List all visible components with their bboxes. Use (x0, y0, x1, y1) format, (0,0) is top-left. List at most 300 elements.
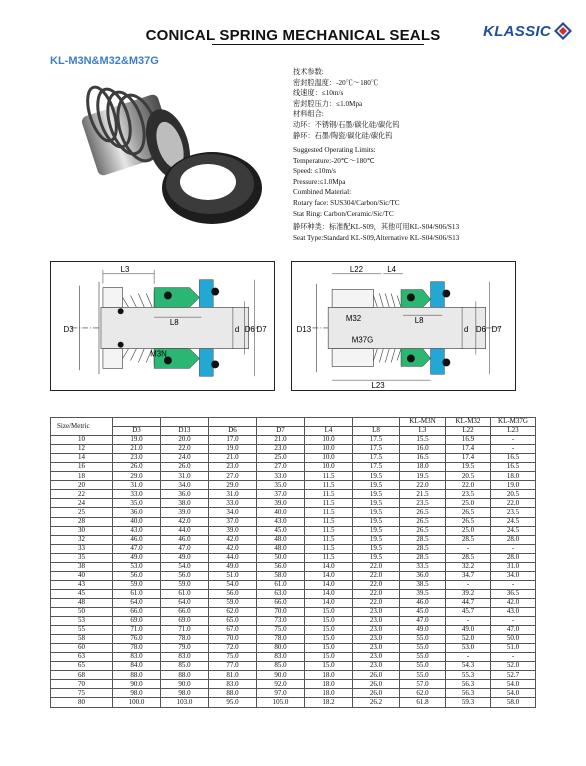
table-cell: 33.0 (209, 499, 257, 508)
table-cell: 17.0 (209, 436, 257, 445)
table-cell: 50.0 (257, 553, 305, 562)
table-cell: 56.0 (209, 589, 257, 598)
table-cell: 19.5 (353, 481, 400, 490)
dim-label-d3: D3 (63, 324, 74, 334)
table-row (51, 499, 536, 508)
table-cell: 58.0 (257, 571, 305, 580)
table-cell: 36.0 (113, 508, 161, 517)
table-cell: 98.0 (113, 689, 161, 698)
table-cell: 23.0 (353, 626, 400, 635)
table-cell: 28.5 (400, 544, 446, 553)
spec-line: 线速度：≤10m/s (293, 89, 344, 98)
table-cell: 88.0 (161, 671, 209, 680)
dim-label-d7: D7 (256, 324, 267, 334)
table-cell: 83.0 (161, 653, 209, 662)
table-cell: - (491, 445, 536, 454)
table-cell: 19.5 (353, 490, 400, 499)
table-cell: 65.0 (209, 617, 257, 626)
table-cell: 57.0 (400, 680, 446, 689)
table-cell: 37.0 (257, 490, 305, 499)
table-cell: 46.0 (161, 535, 209, 544)
table-cell: 16.5 (400, 454, 446, 463)
table-cell: 31.0 (113, 481, 161, 490)
table-cell: 54.3 (446, 662, 491, 671)
table-cell: 66.0 (113, 607, 161, 616)
table-cell: 54.0 (209, 580, 257, 589)
table-cell: 42.0 (209, 535, 257, 544)
table-cell: 28.5 (400, 535, 446, 544)
group-header-m32: KL-M32 (446, 418, 491, 427)
size-cell: 58 (51, 635, 113, 644)
table-cell: 11.5 (305, 472, 353, 481)
table-cell: 21.5 (400, 490, 446, 499)
table-cell: 45.7 (446, 607, 491, 616)
table-cell: 15.0 (305, 626, 353, 635)
dim-label-d6: D6 (244, 324, 255, 334)
table-cell: 78.0 (257, 635, 305, 644)
spec-line: 技术参数: (293, 68, 324, 76)
table-cell: 11.5 (305, 499, 353, 508)
table-row (51, 454, 536, 463)
table-cell: 23.0 (353, 653, 400, 662)
size-cell: 70 (51, 680, 113, 689)
table-cell: 26.5 (446, 508, 491, 517)
table-cell: 15.0 (305, 644, 353, 653)
table-row (51, 544, 536, 553)
table-cell: 19.5 (353, 553, 400, 562)
size-cell: 20 (51, 481, 113, 490)
table-cell: 72.0 (209, 644, 257, 653)
table-cell: 54.0 (491, 689, 536, 698)
column-header: D6 (209, 427, 257, 436)
table-cell: 23.0 (353, 607, 400, 616)
size-cell: 25 (51, 508, 113, 517)
table-cell: 56.0 (113, 571, 161, 580)
table-cell: - (491, 580, 536, 589)
table-cell: 22.0 (161, 445, 209, 454)
table-cell: 53.0 (446, 644, 491, 653)
dim-label-l23: L23 (371, 381, 385, 390)
size-cell: 38 (51, 562, 113, 571)
table-cell: 66.0 (257, 598, 305, 607)
table-cell: 29.0 (209, 481, 257, 490)
table-cell: 22.0 (353, 589, 400, 598)
table-cell: 20.5 (491, 490, 536, 499)
table-cell: 51.0 (491, 644, 536, 653)
table-cell: 62.0 (400, 689, 446, 698)
table-cell: 49.0 (209, 562, 257, 571)
table-cell: 21.0 (257, 436, 305, 445)
size-cell: 63 (51, 653, 113, 662)
group-header-m3n: KL-M3N (400, 418, 446, 427)
size-cell: 65 (51, 662, 113, 671)
model-subtitle: KL-M3N&M32&M37G (50, 55, 159, 67)
table-cell: 16.5 (491, 463, 536, 472)
table-cell: 59.3 (446, 698, 491, 707)
table-cell: 23.5 (491, 508, 536, 517)
table-cell: 76.0 (113, 635, 161, 644)
table-cell: 15.0 (305, 653, 353, 662)
table-cell: 14.0 (305, 562, 353, 571)
table-row (51, 653, 536, 662)
table-cell: 90.0 (113, 680, 161, 689)
spec-line: Speed: ≤10m/s (293, 167, 336, 176)
group-header-m37g: KL-M37G (491, 418, 536, 427)
table-cell: 88.0 (113, 671, 161, 680)
table-cell: - (491, 617, 536, 626)
table-row (51, 580, 536, 589)
spec-line: Pressure:≤1.0Mpa (293, 177, 346, 186)
table-cell: 35.0 (257, 481, 305, 490)
size-cell: 35 (51, 553, 113, 562)
table-row (51, 517, 536, 526)
table-cell: 48.0 (257, 544, 305, 553)
table-row (51, 490, 536, 499)
seat-ring (162, 152, 262, 224)
table-cell: 28.0 (491, 553, 536, 562)
table-cell: 47.0 (113, 544, 161, 553)
table-cell: 19.5 (353, 472, 400, 481)
table-cell: 56.0 (257, 562, 305, 571)
table-cell: 21.0 (113, 445, 161, 454)
table-cell: 54.0 (491, 680, 536, 689)
table-cell: 55.0 (400, 644, 446, 653)
table-cell: - (446, 617, 491, 626)
table-cell: 59.0 (209, 598, 257, 607)
table-cell: 52.0 (491, 662, 536, 671)
title-underline (212, 44, 424, 45)
dim-label-d: d (234, 324, 240, 334)
table-cell: 81.0 (209, 671, 257, 680)
table-cell: 34.0 (491, 571, 536, 580)
table-cell: 53.0 (113, 562, 161, 571)
table-cell: 15.0 (305, 635, 353, 644)
table-cell: 19.5 (353, 499, 400, 508)
table-cell: 84.0 (113, 662, 161, 671)
size-cell: 28 (51, 517, 113, 526)
table-cell: 14.0 (305, 589, 353, 598)
table-cell: 47.0 (491, 626, 536, 635)
table-cell: 38.0 (161, 499, 209, 508)
size-cell: 45 (51, 589, 113, 598)
table-column-header-row (51, 427, 536, 436)
dim-label-d13: D13 (296, 324, 312, 334)
table-cell: 90.0 (161, 680, 209, 689)
table-cell: 59.0 (113, 580, 161, 589)
size-cell: 55 (51, 626, 113, 635)
table-cell: 69.0 (113, 617, 161, 626)
table-cell: 48.0 (257, 535, 305, 544)
table-cell: 39.5 (400, 589, 446, 598)
table-cell: - (446, 544, 491, 553)
spec-line: 静环种类：标准配KL-S09，其他可用KL-S04/S06/S13 (293, 223, 460, 231)
table-row (51, 508, 536, 517)
table-cell: 22.0 (353, 571, 400, 580)
table-cell: 56.3 (446, 689, 491, 698)
spec-line: Stat Ring: Carbon/Ceramic/Sic/TC (293, 209, 394, 218)
column-header: L23 (491, 427, 536, 436)
table-cell: 24.5 (491, 526, 536, 535)
table-cell: 40.0 (257, 508, 305, 517)
table-cell: 42.0 (209, 544, 257, 553)
table-cell: 31.0 (491, 562, 536, 571)
table-cell: 43.0 (113, 526, 161, 535)
table-cell: 26.5 (446, 517, 491, 526)
table-row (51, 689, 536, 698)
table-cell: 95.0 (209, 698, 257, 707)
table-cell: 17.5 (353, 463, 400, 472)
product-photo (50, 68, 278, 238)
table-cell: 42.0 (161, 517, 209, 526)
table-cell: 70.0 (209, 635, 257, 644)
table-cell: 62.0 (209, 607, 257, 616)
table-cell: 11.5 (305, 517, 353, 526)
table-cell: 10.0 (305, 445, 353, 454)
table-cell: 17.5 (353, 454, 400, 463)
table-cell: 58.0 (491, 698, 536, 707)
dim-label-d: d (464, 324, 469, 334)
table-row (51, 598, 536, 607)
table-cell: 23.0 (113, 454, 161, 463)
table-cell: 56.0 (161, 571, 209, 580)
table-cell: 44.0 (209, 553, 257, 562)
table-cell: 39.0 (257, 499, 305, 508)
table-cell: 22.0 (400, 481, 446, 490)
table-cell: 11.5 (305, 553, 353, 562)
table-cell: 37.0 (209, 517, 257, 526)
table-cell: 77.0 (209, 662, 257, 671)
table-cell: 43.0 (257, 517, 305, 526)
table-row (51, 436, 536, 445)
drawing-m3n (50, 261, 275, 391)
size-cell: 16 (51, 463, 113, 472)
dim-label-l4: L4 (387, 264, 397, 274)
column-header: L22 (446, 427, 491, 436)
table-cell: 25.0 (257, 454, 305, 463)
table-cell: 11.5 (305, 544, 353, 553)
table-cell: 36.5 (491, 589, 536, 598)
table-cell: 15.0 (305, 617, 353, 626)
size-cell: 53 (51, 617, 113, 626)
table-cell: 24.5 (491, 517, 536, 526)
table-cell: 61.0 (113, 589, 161, 598)
table-cell: 16.0 (400, 445, 446, 454)
spec-line: Rotary face: SUS304/Carbon/Sic/TC (293, 198, 400, 207)
table-cell: 23.0 (353, 662, 400, 671)
size-cell: 43 (51, 580, 113, 589)
table-row (51, 535, 536, 544)
table-row (51, 562, 536, 571)
table-cell: 50.0 (491, 635, 536, 644)
table-cell: 15.0 (305, 607, 353, 616)
spec-line: Suggested Operating Limits: (293, 146, 376, 154)
table-cell: 70.0 (257, 607, 305, 616)
table-cell: 105.0 (257, 698, 305, 707)
table-row (51, 445, 536, 454)
table-cell: 26.0 (353, 680, 400, 689)
table-cell: 23.5 (400, 499, 446, 508)
table-cell: 26.0 (113, 463, 161, 472)
table-cell: 23.5 (446, 490, 491, 499)
table-cell: 14.0 (305, 598, 353, 607)
table-cell: 19.5 (353, 517, 400, 526)
table-cell: 78.0 (113, 644, 161, 653)
table-cell: 98.0 (161, 689, 209, 698)
table-cell: 80.0 (257, 644, 305, 653)
spec-line: 密封腔温度：-20℃～180℃ (293, 78, 379, 87)
table-cell: 35.0 (113, 499, 161, 508)
table-cell: 36.0 (161, 490, 209, 499)
size-cell: 68 (51, 671, 113, 680)
table-cell: 26.0 (161, 463, 209, 472)
size-cell: 12 (51, 445, 113, 454)
table-cell: 26.0 (353, 689, 400, 698)
table-cell: 18.0 (400, 463, 446, 472)
table-cell: - (446, 653, 491, 662)
table-cell: 10.0 (305, 463, 353, 472)
size-cell: 10 (51, 436, 113, 445)
column-header: L3 (400, 427, 446, 436)
table-cell: 22.0 (353, 598, 400, 607)
table-cell: 34.0 (209, 508, 257, 517)
table-cell: 11.5 (305, 490, 353, 499)
spec-line: Combined Material: (293, 188, 352, 197)
table-cell: 26.5 (400, 508, 446, 517)
table-cell: 23.0 (257, 445, 305, 454)
table-cell: 83.0 (209, 680, 257, 689)
table-cell: 26.5 (400, 517, 446, 526)
table-cell: 15.0 (305, 662, 353, 671)
table-cell: 61.0 (257, 580, 305, 589)
table-cell: 59.0 (161, 580, 209, 589)
table-cell: 63.0 (257, 589, 305, 598)
column-header: L4 (305, 427, 353, 436)
size-cell: 22 (51, 490, 113, 499)
table-cell: 45.0 (400, 607, 446, 616)
table-cell: 19.0 (113, 436, 161, 445)
table-cell: 20.0 (161, 436, 209, 445)
table-cell: 18.2 (305, 698, 353, 707)
page-title: CONICAL SPRING MECHANICAL SEALS (145, 27, 441, 44)
table-cell: 64.0 (161, 598, 209, 607)
table-cell: 49.0 (400, 626, 446, 635)
table-cell: 40.0 (113, 517, 161, 526)
size-cell: 50 (51, 607, 113, 616)
size-cell: 80 (51, 698, 113, 707)
table-cell: 90.0 (257, 671, 305, 680)
dim-label-l8: L8 (169, 318, 179, 328)
size-cell: 60 (51, 644, 113, 653)
table-cell: 16.9 (446, 436, 491, 445)
table-cell: 49.0 (446, 626, 491, 635)
table-cell: 18.0 (305, 689, 353, 698)
table-cell: 23.0 (353, 635, 400, 644)
table-cell: 28.5 (400, 553, 446, 562)
drawing-m32-m37g (291, 261, 516, 391)
column-header: L8 (353, 427, 400, 436)
table-cell: 28.5 (446, 535, 491, 544)
spec-line: 材料组合: (293, 110, 324, 119)
table-body (51, 436, 536, 707)
table-cell: 42.0 (491, 598, 536, 607)
table-cell: 11.5 (305, 508, 353, 517)
table-cell: 18.0 (305, 671, 353, 680)
table-cell: 71.0 (113, 626, 161, 635)
table-cell: 83.0 (113, 653, 161, 662)
table-row (51, 698, 536, 707)
table-cell: 14.0 (305, 580, 353, 589)
table-row (51, 463, 536, 472)
table-cell: 46.0 (113, 535, 161, 544)
table-cell: 71.0 (161, 626, 209, 635)
table-cell: 97.0 (257, 689, 305, 698)
dim-label-d7: D7 (491, 324, 502, 334)
table-row (51, 671, 536, 680)
dimension-table (50, 417, 536, 708)
spec-line: Temperature:-20℃～180℃ (293, 156, 375, 165)
size-cell: 18 (51, 472, 113, 481)
table-cell: - (491, 544, 536, 553)
size-cell: 14 (51, 454, 113, 463)
table-cell: 27.0 (209, 472, 257, 481)
dim-label-l8: L8 (414, 316, 424, 326)
table-cell: 78.0 (161, 635, 209, 644)
table-cell: 83.0 (257, 653, 305, 662)
table-cell: 26.5 (400, 526, 446, 535)
table-cell: 51.0 (209, 571, 257, 580)
table-cell: 17.4 (446, 454, 491, 463)
table-cell: 66.0 (161, 607, 209, 616)
table-cell: 47.0 (400, 617, 446, 626)
table-cell: 55.0 (400, 662, 446, 671)
table-cell: 34.7 (446, 571, 491, 580)
size-metric-label: Size/Metric (51, 418, 113, 436)
table-cell: 38.5 (400, 580, 446, 589)
table-cell: 46.0 (400, 598, 446, 607)
table-cell: 17.4 (446, 445, 491, 454)
spec-line: 动环：不锈钢/石墨/碳化硅/碳化钨 (293, 120, 400, 129)
table-cell: - (446, 580, 491, 589)
size-cell: 30 (51, 526, 113, 535)
table-cell: 44.7 (446, 598, 491, 607)
table-row (51, 481, 536, 490)
table-cell: 14.0 (305, 571, 353, 580)
dim-label-l3: L3 (120, 264, 130, 274)
table-cell: 75.0 (257, 626, 305, 635)
table-cell: 45.0 (257, 526, 305, 535)
table-cell: 88.0 (209, 689, 257, 698)
table-cell: 18.0 (491, 472, 536, 481)
table-cell: 39.2 (446, 589, 491, 598)
table-cell: 61.8 (400, 698, 446, 707)
table-cell: 19.5 (353, 544, 400, 553)
table-cell: 61.0 (161, 589, 209, 598)
model-label-m32: M32 (345, 314, 362, 324)
table-cell: 85.0 (257, 662, 305, 671)
table-cell: 11.5 (305, 526, 353, 535)
size-cell: 33 (51, 544, 113, 553)
table-cell: 15.5 (400, 436, 446, 445)
table-cell: 26.0 (353, 671, 400, 680)
table-cell: 22.0 (446, 481, 491, 490)
table-row (51, 472, 536, 481)
table-cell: 36.0 (400, 571, 446, 580)
table-cell: 43.0 (491, 607, 536, 616)
table-cell: 100.0 (113, 698, 161, 707)
table-cell: 31.0 (209, 490, 257, 499)
table-cell: 22.0 (353, 562, 400, 571)
table-cell: 19.0 (209, 445, 257, 454)
